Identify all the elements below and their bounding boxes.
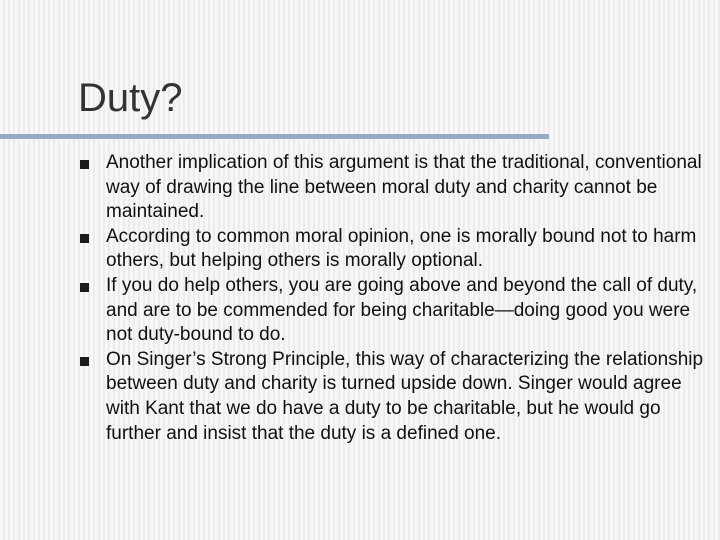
bullet-text: Another implication of this argument is that the traditional, conventional way of drawing the line between moral duty and charity cannot be maintained. [106, 152, 702, 223]
square-bullet-icon [80, 283, 89, 292]
slide-title: Duty? [78, 76, 183, 120]
square-bullet-icon [80, 234, 89, 243]
bullet-item [80, 225, 705, 274]
bullet-text: If you do help others, you are going above and beyond the call of duty, and are to be commended for being charitable—doing good you were not duty-bound to do. [106, 274, 698, 346]
bullet-item [80, 348, 705, 446]
bullet-text: According to common moral opinion, one is morally bound not to harm others, but helping others is morally optional. [106, 225, 697, 272]
title-underline [0, 134, 549, 139]
bullet-list [80, 151, 705, 446]
bullet-text: On Singer’s Strong Principle, this way of characterizing the relationship between duty and charity is turned upside down. Singer would agree with Kant that we do have a duty to be charitable, but he would go further and insist that the duty is a defined one. [106, 348, 704, 444]
square-bullet-icon [80, 357, 89, 366]
bullet-item [80, 274, 705, 348]
square-bullet-icon [80, 160, 89, 169]
bullet-item [80, 151, 705, 225]
